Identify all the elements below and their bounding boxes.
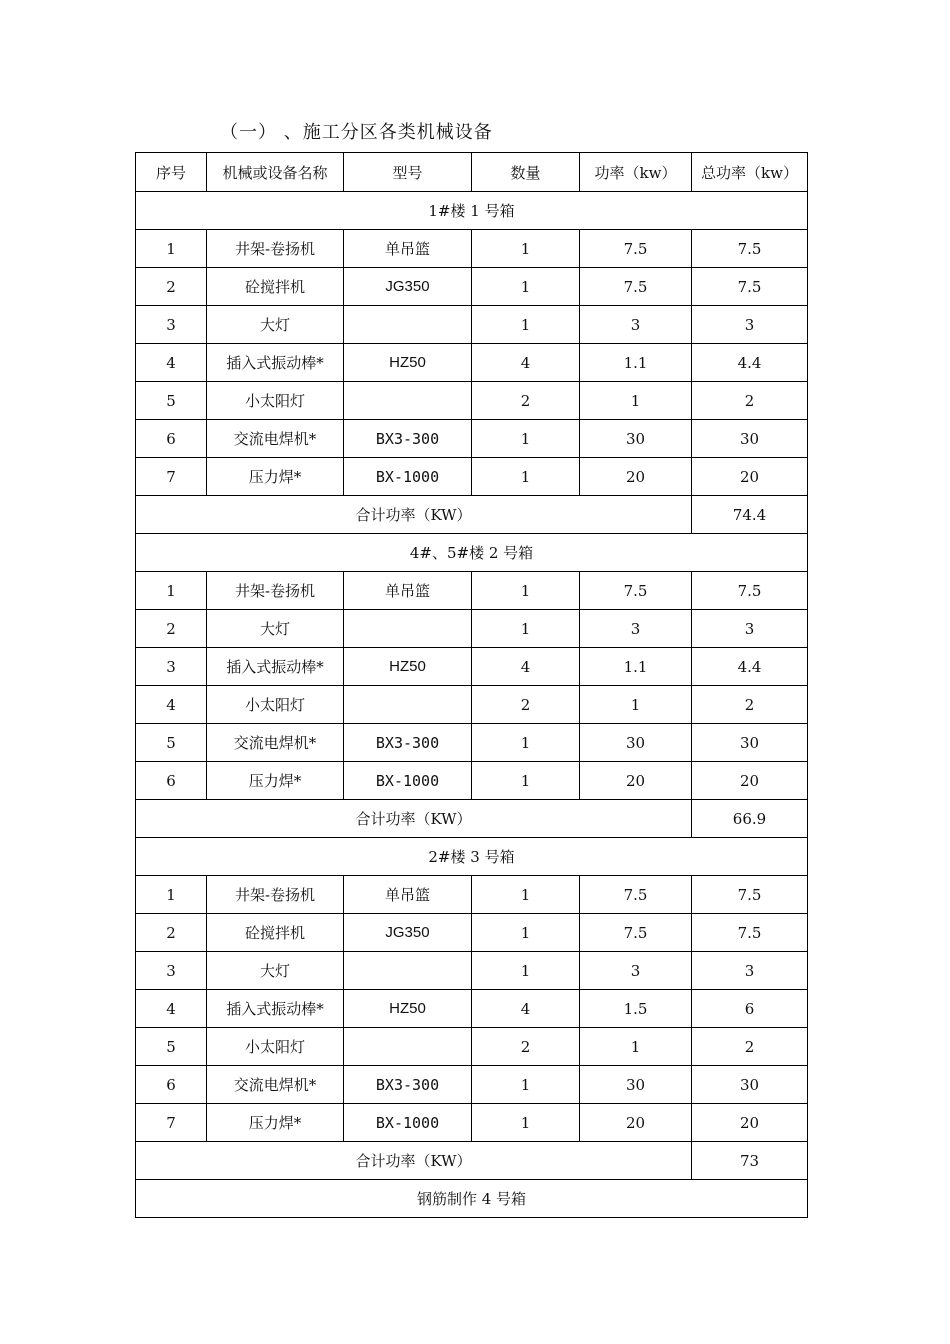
cell-power: 7.5	[580, 230, 692, 268]
table-body	[136, 192, 808, 1218]
cell-no: 6	[136, 420, 207, 458]
cell-power: 20	[580, 458, 692, 496]
cell-model: BX3-300	[344, 724, 472, 762]
cell-total-power: 7.5	[692, 230, 808, 268]
cell-name: 大灯	[207, 306, 344, 344]
cell-qty: 4	[472, 990, 580, 1028]
cell-power: 7.5	[580, 876, 692, 914]
cell-total-power: 20	[692, 458, 808, 496]
cell-power: 30	[580, 420, 692, 458]
table-row	[136, 686, 808, 724]
cell-no: 2	[136, 610, 207, 648]
cell-power: 30	[580, 724, 692, 762]
cell-power: 1	[580, 686, 692, 724]
cell-power: 20	[580, 762, 692, 800]
table-row	[136, 230, 808, 268]
cell-no: 1	[136, 572, 207, 610]
section-heading: （一） 、施工分区各类机械设备	[220, 122, 493, 143]
table-row	[136, 1066, 808, 1104]
cell-qty: 1	[472, 458, 580, 496]
cell-total-power: 6	[692, 990, 808, 1028]
cell-model: 单吊篮	[344, 572, 472, 610]
cell-name: 井架-卷扬机	[207, 230, 344, 268]
cell-qty: 1	[472, 952, 580, 990]
section-title-row	[136, 534, 808, 572]
cell-total-power: 7.5	[692, 268, 808, 306]
header-row	[136, 153, 808, 192]
cell-no: 4	[136, 344, 207, 382]
cell-model: BX-1000	[344, 458, 472, 496]
cell-power: 7.5	[580, 268, 692, 306]
cell-name: 小太阳灯	[207, 1028, 344, 1066]
col-header-power: 功率（kw）	[580, 153, 692, 192]
table-row	[136, 648, 808, 686]
cell-name: 压力焊*	[207, 458, 344, 496]
table-row	[136, 572, 808, 610]
cell-power: 3	[580, 306, 692, 344]
cell-name: 砼搅拌机	[207, 268, 344, 306]
col-header-total-power: 总功率（kw）	[692, 153, 808, 192]
table-row	[136, 724, 808, 762]
cell-model	[344, 382, 472, 420]
section-title-row	[136, 838, 808, 876]
cell-model: JG350	[344, 914, 472, 952]
cell-model	[344, 686, 472, 724]
cell-model	[344, 306, 472, 344]
cell-power: 1	[580, 382, 692, 420]
cell-qty: 2	[472, 1028, 580, 1066]
subtotal-value: 66.9	[692, 800, 808, 838]
cell-power: 20	[580, 1104, 692, 1142]
cell-name: 交流电焊机*	[207, 1066, 344, 1104]
cell-power: 3	[580, 610, 692, 648]
table-row	[136, 952, 808, 990]
cell-name: 交流电焊机*	[207, 724, 344, 762]
cell-name: 插入式振动棒*	[207, 648, 344, 686]
cell-no: 7	[136, 1104, 207, 1142]
cell-power: 7.5	[580, 572, 692, 610]
cell-total-power: 20	[692, 762, 808, 800]
table-row	[136, 876, 808, 914]
cell-no: 2	[136, 914, 207, 952]
cell-total-power: 3	[692, 610, 808, 648]
cell-model: HZ50	[344, 344, 472, 382]
cell-no: 3	[136, 306, 207, 344]
cell-no: 5	[136, 1028, 207, 1066]
cell-name: 压力焊*	[207, 762, 344, 800]
table-row	[136, 382, 808, 420]
cell-no: 3	[136, 648, 207, 686]
cell-qty: 1	[472, 914, 580, 952]
cell-no: 3	[136, 952, 207, 990]
cell-no: 1	[136, 876, 207, 914]
cell-power: 1.5	[580, 990, 692, 1028]
cell-qty: 1	[472, 724, 580, 762]
cell-power: 30	[580, 1066, 692, 1104]
cell-no: 2	[136, 268, 207, 306]
cell-qty: 4	[472, 648, 580, 686]
table-row	[136, 762, 808, 800]
cell-model: 单吊篮	[344, 230, 472, 268]
cell-qty: 2	[472, 382, 580, 420]
table-row	[136, 610, 808, 648]
table-row	[136, 458, 808, 496]
cell-total-power: 4.4	[692, 344, 808, 382]
cell-total-power: 2	[692, 686, 808, 724]
cell-qty: 1	[472, 306, 580, 344]
section-title-row	[136, 192, 808, 230]
cell-total-power: 2	[692, 382, 808, 420]
cell-model: BX-1000	[344, 1104, 472, 1142]
cell-model: JG350	[344, 268, 472, 306]
cell-qty: 1	[472, 1066, 580, 1104]
cell-no: 5	[136, 382, 207, 420]
cell-name: 小太阳灯	[207, 686, 344, 724]
cell-no: 6	[136, 762, 207, 800]
cell-qty: 1	[472, 1104, 580, 1142]
table-row	[136, 268, 808, 306]
table-row	[136, 344, 808, 382]
cell-total-power: 30	[692, 420, 808, 458]
cell-model: HZ50	[344, 990, 472, 1028]
table-row	[136, 1104, 808, 1142]
cell-power: 1.1	[580, 344, 692, 382]
section-title: 1#楼 1 号箱	[136, 192, 808, 230]
cell-model	[344, 610, 472, 648]
cell-name: 压力焊*	[207, 1104, 344, 1142]
table-row	[136, 914, 808, 952]
cell-model	[344, 952, 472, 990]
cell-total-power: 7.5	[692, 914, 808, 952]
cell-no: 6	[136, 1066, 207, 1104]
cell-name: 井架-卷扬机	[207, 572, 344, 610]
subtotal-label: 合计功率（KW）	[136, 1142, 692, 1180]
cell-qty: 1	[472, 762, 580, 800]
cell-model: HZ50	[344, 648, 472, 686]
cell-name: 大灯	[207, 610, 344, 648]
subtotal-row	[136, 496, 808, 534]
cell-qty: 2	[472, 686, 580, 724]
cell-model: BX-1000	[344, 762, 472, 800]
cell-model: BX3-300	[344, 420, 472, 458]
cell-total-power: 7.5	[692, 876, 808, 914]
col-header-no: 序号	[136, 153, 207, 192]
section-title: 钢筋制作 4 号箱	[136, 1180, 808, 1218]
cell-qty: 1	[472, 572, 580, 610]
cell-no: 4	[136, 686, 207, 724]
cell-no: 7	[136, 458, 207, 496]
cell-name: 小太阳灯	[207, 382, 344, 420]
cell-power: 7.5	[580, 914, 692, 952]
cell-total-power: 4.4	[692, 648, 808, 686]
cell-total-power: 30	[692, 1066, 808, 1104]
cell-total-power: 20	[692, 1104, 808, 1142]
cell-total-power: 7.5	[692, 572, 808, 610]
cell-model: BX3-300	[344, 1066, 472, 1104]
cell-model	[344, 1028, 472, 1066]
equipment-table	[135, 152, 808, 1218]
cell-qty: 1	[472, 268, 580, 306]
subtotal-row	[136, 800, 808, 838]
cell-qty: 1	[472, 420, 580, 458]
table-row	[136, 306, 808, 344]
table-row	[136, 420, 808, 458]
cell-name: 砼搅拌机	[207, 914, 344, 952]
cell-no: 1	[136, 230, 207, 268]
cell-total-power: 2	[692, 1028, 808, 1066]
cell-name: 交流电焊机*	[207, 420, 344, 458]
cell-total-power: 3	[692, 306, 808, 344]
cell-qty: 1	[472, 230, 580, 268]
cell-no: 4	[136, 990, 207, 1028]
cell-name: 大灯	[207, 952, 344, 990]
cell-qty: 1	[472, 610, 580, 648]
section-title: 2#楼 3 号箱	[136, 838, 808, 876]
col-header-model: 型号	[344, 153, 472, 192]
cell-power: 3	[580, 952, 692, 990]
cell-model: 单吊篮	[344, 876, 472, 914]
cell-name: 插入式振动棒*	[207, 344, 344, 382]
cell-qty: 1	[472, 876, 580, 914]
subtotal-label: 合计功率（KW）	[136, 496, 692, 534]
cell-qty: 4	[472, 344, 580, 382]
col-header-name: 机械或设备名称	[207, 153, 344, 192]
cell-name: 井架-卷扬机	[207, 876, 344, 914]
cell-no: 5	[136, 724, 207, 762]
cell-power: 1.1	[580, 648, 692, 686]
cell-name: 插入式振动棒*	[207, 990, 344, 1028]
section-title: 4#、5#楼 2 号箱	[136, 534, 808, 572]
subtotal-value: 73	[692, 1142, 808, 1180]
cell-power: 1	[580, 1028, 692, 1066]
subtotal-label: 合计功率（KW）	[136, 800, 692, 838]
subtotal-value: 74.4	[692, 496, 808, 534]
table-row	[136, 1028, 808, 1066]
cell-total-power: 3	[692, 952, 808, 990]
section-title-row	[136, 1180, 808, 1218]
cell-total-power: 30	[692, 724, 808, 762]
col-header-qty: 数量	[472, 153, 580, 192]
table-row	[136, 990, 808, 1028]
subtotal-row	[136, 1142, 808, 1180]
